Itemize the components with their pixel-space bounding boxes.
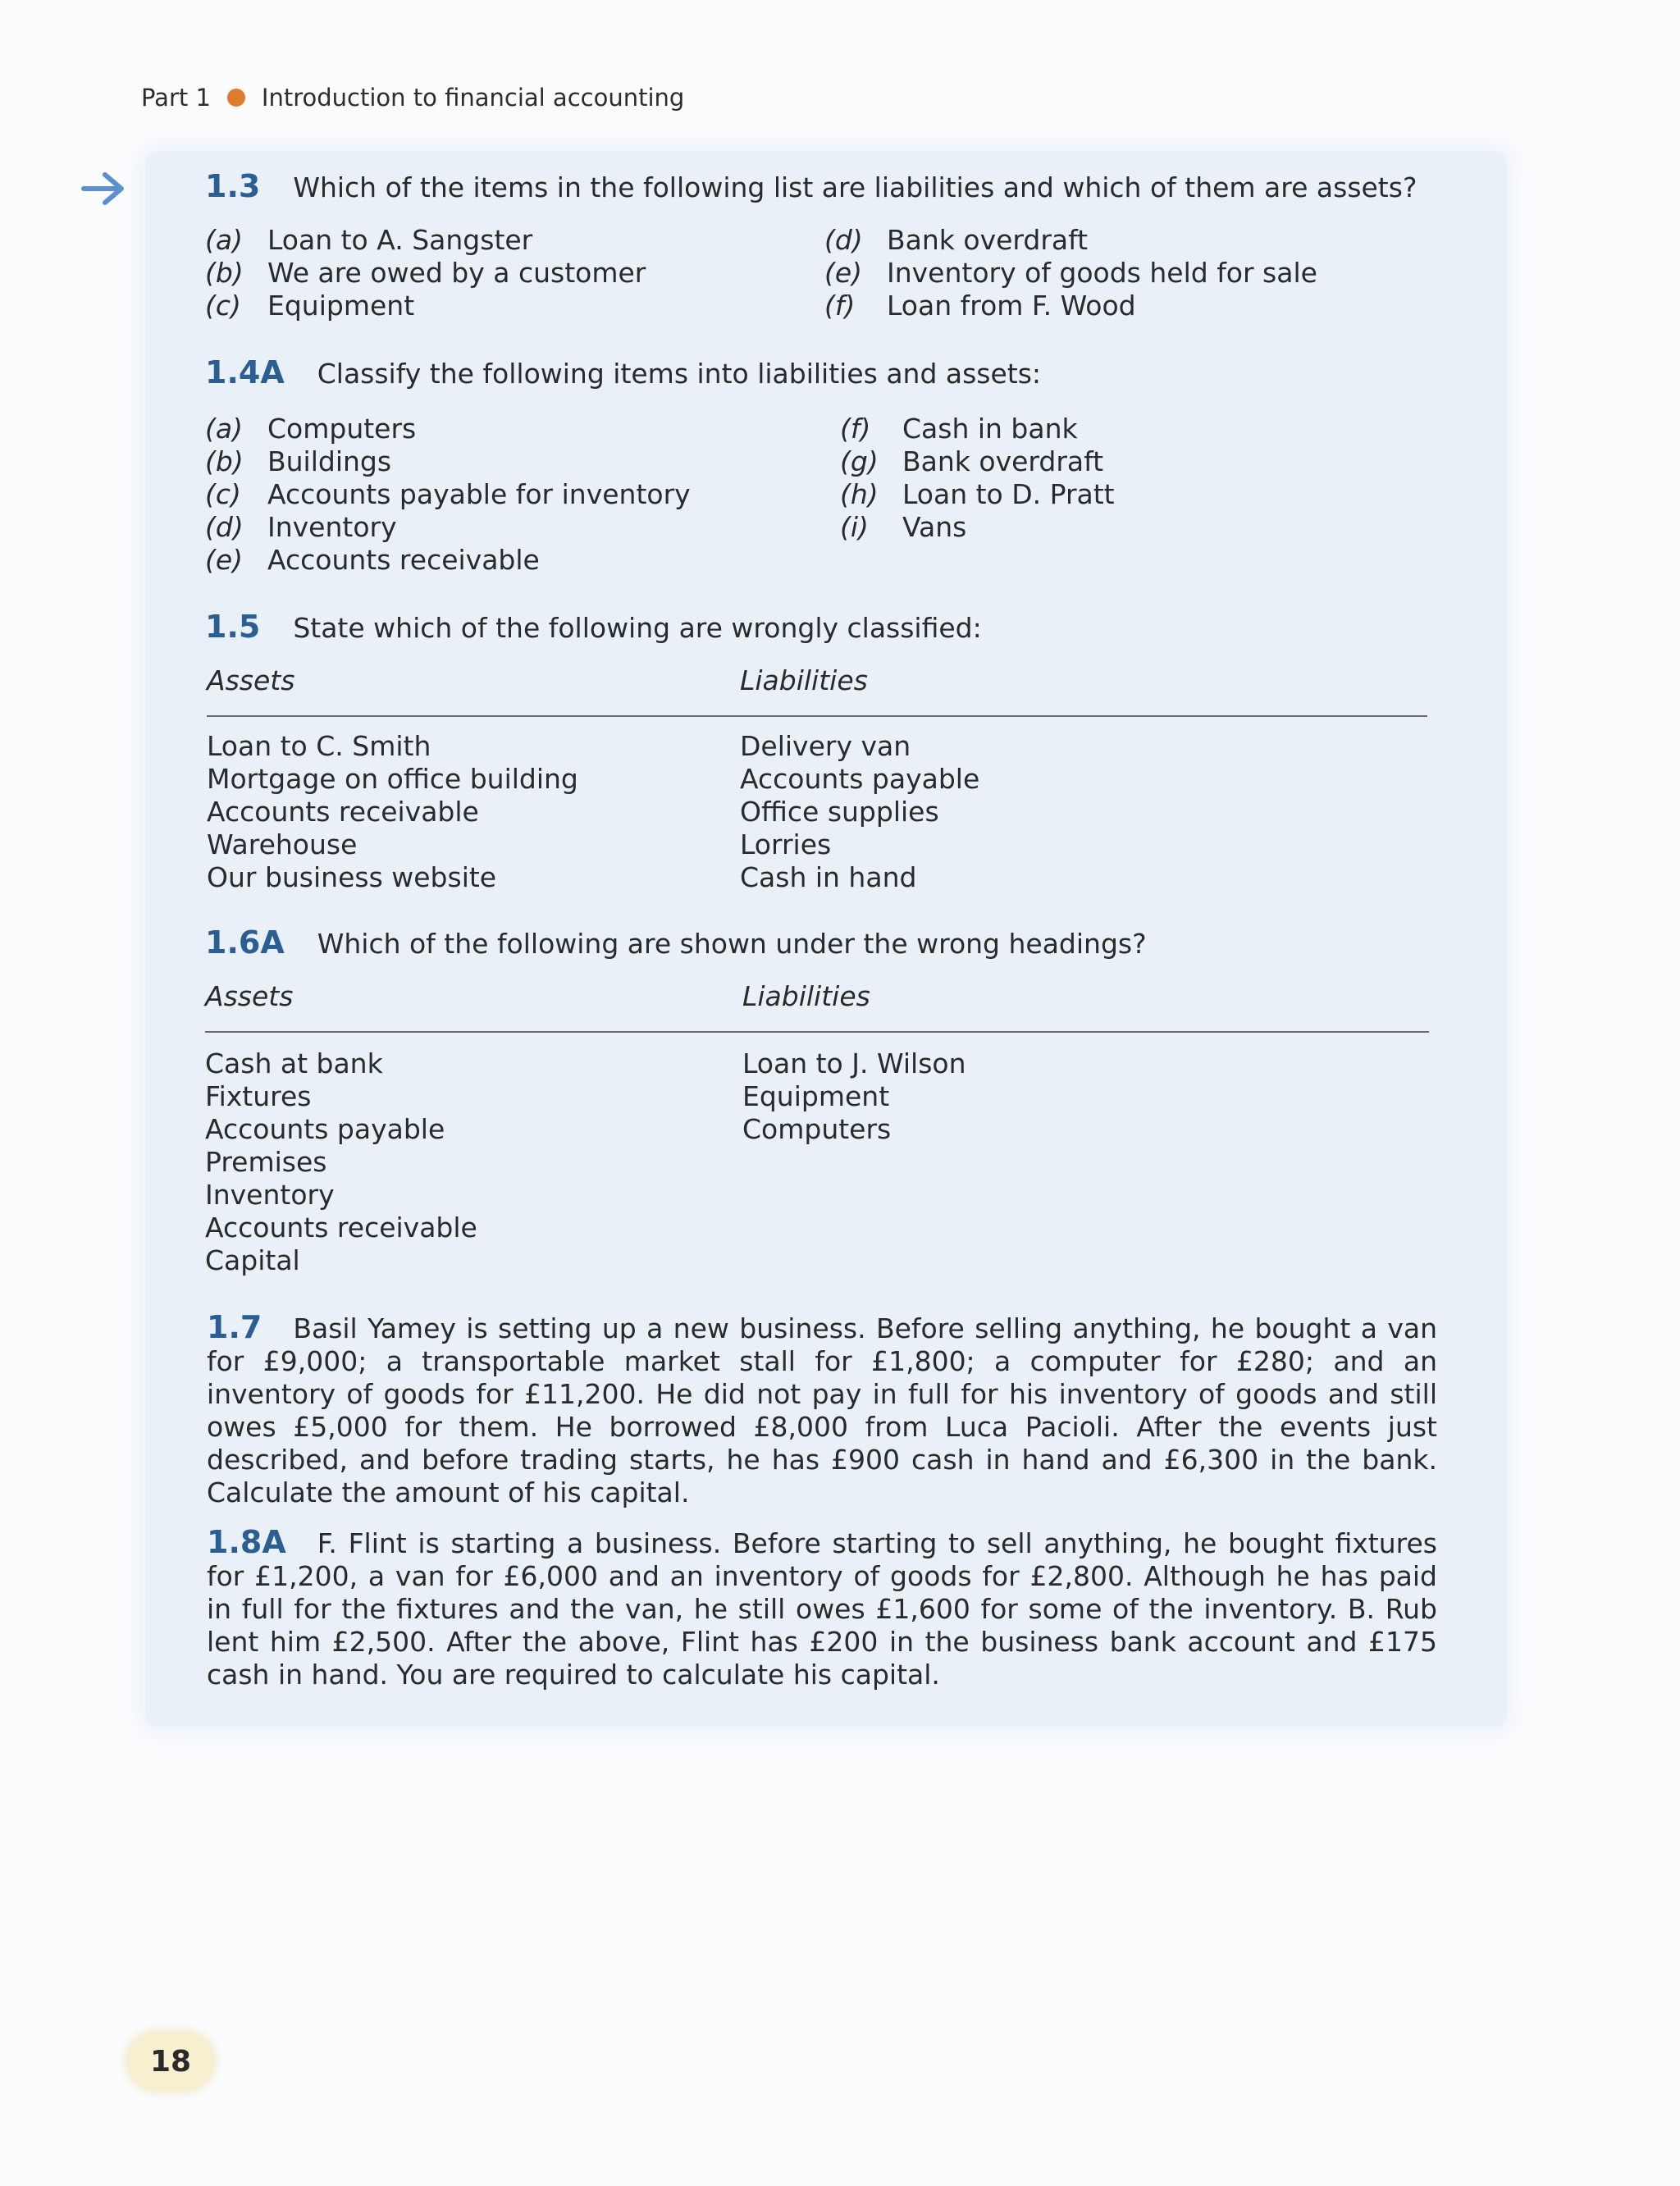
list-item: (i) Vans bbox=[840, 511, 967, 543]
question-number: 1.3 bbox=[205, 168, 261, 204]
question-number: 1.5 bbox=[205, 609, 261, 645]
question-number: 1.6A bbox=[205, 924, 285, 961]
asset-cell: Premises bbox=[205, 1146, 327, 1178]
right-arrow-icon bbox=[80, 168, 128, 209]
liability-cell: Equipment bbox=[742, 1080, 890, 1112]
chapter-title: Introduction to financial accounting bbox=[261, 84, 685, 112]
liabilities-heading: Liabilities bbox=[740, 664, 868, 696]
list-item: (e) Inventory of goods held for sale bbox=[824, 257, 1317, 289]
question-text: F. Flint is starting a business. Before starting to sell anything, he bought fixtures for £1,200, a van for £6,000 and an inventory of goods for £2,800. Although he has paid in full for the fixtures and the van, he still owes £1,600 for some of the inventory. B. Rub lent him £2,500. After the above, Flint has £200 in the business bank account and £175 cash in hand. You are required to calculate his capital. bbox=[207, 1527, 1437, 1691]
list-item: (c) Equipment bbox=[205, 290, 415, 322]
list-item: (b) Buildings bbox=[205, 445, 392, 477]
question-number: 1.8A bbox=[207, 1524, 286, 1560]
asset-cell: Accounts receivable bbox=[207, 796, 479, 828]
liability-cell: Delivery van bbox=[740, 730, 911, 762]
list-item: (f) Loan from F. Wood bbox=[824, 290, 1136, 322]
question-text: Which of the items in the following list are liabilities and which of them are assets? bbox=[293, 171, 1418, 203]
page-number: 18 bbox=[127, 2032, 214, 2091]
liability-cell: Loan to J. Wilson bbox=[742, 1047, 966, 1079]
asset-cell: Accounts receivable bbox=[205, 1212, 477, 1244]
asset-cell: Cash at bank bbox=[205, 1047, 383, 1079]
asset-cell: Loan to C. Smith bbox=[207, 730, 431, 762]
asset-cell: Inventory bbox=[205, 1179, 335, 1211]
list-item: (h) Loan to D. Pratt bbox=[840, 478, 1115, 510]
question-1-3 bbox=[205, 168, 1417, 204]
liability-cell: Lorries bbox=[740, 828, 832, 860]
question-text: Classify the following items into liabilities and assets: bbox=[317, 358, 1042, 390]
question-text: State which of the following are wrongly classified: bbox=[293, 612, 982, 644]
liability-cell: Cash in hand bbox=[740, 861, 917, 893]
orange-dot-icon bbox=[227, 89, 245, 107]
list-item: (c) Accounts payable for inventory bbox=[205, 478, 691, 510]
question-text: Basil Yamey is setting up a new business. Before selling anything, he bought a van for £9,000; a transportable market stall for £1,800; a computer for £280; and an inventory of goods for £11,200. He did not pay in full for his inventory of goods and still owes £5,000 for them. He borrowed £8,000 from Luca Pacioli. After the events just described, and before trading starts, he has £900 cash in hand and £6,300 in the bank. Calculate the amount of his capital. bbox=[207, 1312, 1437, 1508]
list-item: (f) Cash in bank bbox=[840, 413, 1078, 445]
asset-cell: Capital bbox=[205, 1244, 300, 1276]
question-1-5 bbox=[205, 609, 982, 645]
question-number: 1.4A bbox=[205, 354, 285, 390]
list-item: (b) We are owed by a customer bbox=[205, 257, 646, 289]
table-divider bbox=[205, 1031, 1429, 1033]
assets-heading: Assets bbox=[205, 980, 294, 1012]
list-item: (d) Inventory bbox=[205, 511, 397, 543]
asset-cell: Our business website bbox=[207, 861, 497, 893]
liability-cell: Office supplies bbox=[740, 796, 939, 828]
question-text: Which of the following are shown under the wrong headings? bbox=[317, 928, 1147, 960]
running-header bbox=[141, 84, 684, 112]
asset-cell: Accounts payable bbox=[205, 1113, 445, 1145]
liabilities-heading: Liabilities bbox=[742, 980, 870, 1012]
asset-cell: Warehouse bbox=[207, 828, 358, 860]
list-item: (a) Loan to A. Sangster bbox=[205, 224, 533, 256]
table-divider bbox=[207, 715, 1427, 717]
asset-cell: Fixtures bbox=[205, 1080, 312, 1112]
list-item: (g) Bank overdraft bbox=[840, 445, 1104, 477]
question-1-7 bbox=[207, 1311, 1437, 1509]
liability-cell: Computers bbox=[742, 1113, 892, 1145]
liability-cell: Accounts payable bbox=[740, 763, 980, 795]
question-number: 1.7 bbox=[207, 1309, 262, 1345]
list-item: (d) Bank overdraft bbox=[824, 224, 1089, 256]
question-1-4a bbox=[205, 354, 1041, 390]
part-label: Part 1 bbox=[141, 84, 211, 112]
list-item: (a) Computers bbox=[205, 413, 417, 445]
list-item: (e) Accounts receivable bbox=[205, 544, 540, 576]
asset-cell: Mortgage on office building bbox=[207, 763, 578, 795]
question-1-8a bbox=[207, 1526, 1437, 1691]
assets-heading: Assets bbox=[207, 664, 295, 696]
question-1-6a bbox=[205, 924, 1147, 961]
